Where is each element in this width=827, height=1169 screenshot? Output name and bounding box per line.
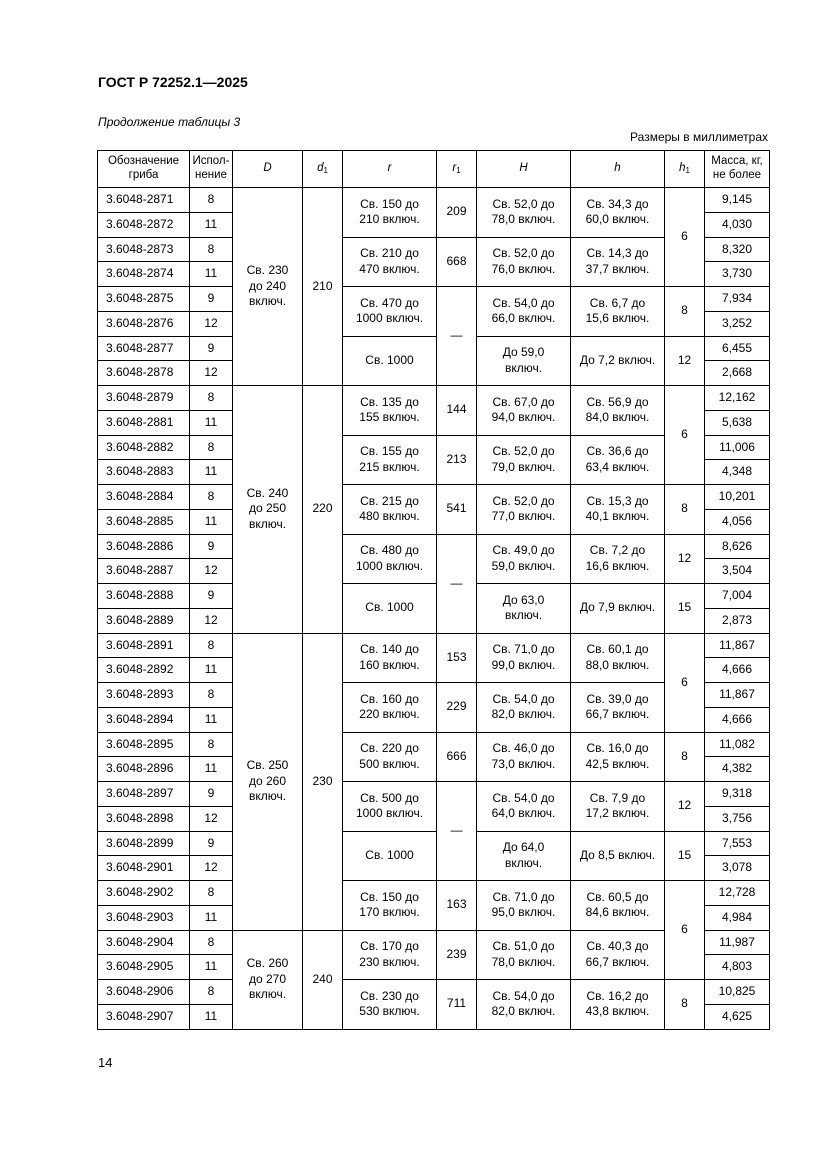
r1-cell: 668	[437, 237, 477, 287]
h-cell: Св. 46,0 до 73,0 включ.	[477, 732, 571, 782]
table-row	[98, 287, 770, 312]
r-cell: Св. 155 до 215 включ.	[343, 435, 437, 485]
r-cell: Св. 470 до 1000 включ.	[343, 287, 437, 337]
mass-cell: 7,004	[705, 584, 770, 609]
mass-cell: 4,666	[705, 707, 770, 732]
r-cell: Св. 170 до 230 включ.	[343, 930, 437, 980]
table-row	[98, 336, 770, 361]
variant-cell: 11	[190, 905, 233, 930]
table-header-row	[98, 151, 770, 188]
h1-cell: 8	[665, 287, 705, 337]
designation-cell: 3.6048-2881	[98, 410, 190, 435]
h-cell: Св. 15,3 до 40,1 включ.	[571, 485, 665, 535]
variant-cell: 11	[190, 509, 233, 534]
designation-cell: 3.6048-2872	[98, 212, 190, 237]
variant-cell: 8	[190, 881, 233, 906]
h-cell: Св. 54,0 до 82,0 включ.	[477, 683, 571, 733]
mass-cell: 2,873	[705, 608, 770, 633]
r1-cell: —	[437, 534, 477, 633]
r1-cell: 229	[437, 683, 477, 733]
mass-cell: 9,145	[705, 188, 770, 213]
designation-cell: 3.6048-2878	[98, 361, 190, 386]
table-row	[98, 881, 770, 906]
variant-cell: 11	[190, 460, 233, 485]
mass-cell: 10,825	[705, 980, 770, 1005]
col-header-h1: $h_1$	[665, 151, 705, 188]
h-cell: Св. 54,0 до 66,0 включ.	[477, 287, 571, 337]
variant-cell: 9	[190, 584, 233, 609]
mass-cell: 7,553	[705, 831, 770, 856]
h-cell: Св. 39,0 до 66,7 включ.	[571, 683, 665, 733]
variant-cell: 8	[190, 386, 233, 411]
col-header-designation: Обозначение гриба	[98, 151, 190, 188]
r-cell: Св. 135 до 155 включ.	[343, 386, 437, 436]
col-header-r: r	[343, 151, 437, 188]
designation-cell: 3.6048-2907	[98, 1004, 190, 1029]
designation-cell: 3.6048-2896	[98, 757, 190, 782]
variant-cell: 8	[190, 930, 233, 955]
col-header-H: H	[477, 151, 571, 188]
variant-cell: 12	[190, 806, 233, 831]
designation-cell: 3.6048-2883	[98, 460, 190, 485]
r-cell: Св. 150 до 210 включ.	[343, 188, 437, 238]
designation-cell: 3.6048-2892	[98, 658, 190, 683]
variant-cell: 12	[190, 856, 233, 881]
designation-cell: 3.6048-2889	[98, 608, 190, 633]
mass-cell: 4,030	[705, 212, 770, 237]
table-row	[98, 782, 770, 807]
r-cell: Св. 210 до 470 включ.	[343, 237, 437, 287]
designation-cell: 3.6048-2886	[98, 534, 190, 559]
col-header-r1: $r_1$	[437, 151, 477, 188]
table-continuation-caption: Продолжение таблицы 3	[98, 115, 241, 129]
designation-cell: 3.6048-2875	[98, 287, 190, 312]
r1-cell: 541	[437, 485, 477, 535]
designation-cell: 3.6048-2873	[98, 237, 190, 262]
mass-cell: 4,984	[705, 905, 770, 930]
table-row	[98, 188, 770, 213]
h-cell: Св. 16,2 до 43,8 включ.	[571, 980, 665, 1030]
r-cell: Св. 500 до 1000 включ.	[343, 782, 437, 832]
h-cell: Св. 56,9 до 84,0 включ.	[571, 386, 665, 436]
mass-cell: 9,318	[705, 782, 770, 807]
d-cell: Св. 250 до 260 включ.	[233, 633, 303, 930]
h-cell: Св. 71,0 до 95,0 включ.	[477, 881, 571, 931]
h1-cell: 15	[665, 584, 705, 634]
mass-cell: 11,987	[705, 930, 770, 955]
designation-cell: 3.6048-2902	[98, 881, 190, 906]
mass-cell: 11,867	[705, 683, 770, 708]
h-cell: До 59,0 включ.	[477, 336, 571, 386]
table-body	[98, 188, 770, 1030]
mass-cell: 6,455	[705, 336, 770, 361]
designation-cell: 3.6048-2901	[98, 856, 190, 881]
mass-cell: 4,666	[705, 658, 770, 683]
designation-cell: 3.6048-2882	[98, 435, 190, 460]
h-cell: До 7,2 включ.	[571, 336, 665, 386]
h-cell: До 8,5 включ.	[571, 831, 665, 881]
d1-cell: 220	[303, 386, 343, 634]
r1-cell: 239	[437, 930, 477, 980]
h1-cell: 12	[665, 782, 705, 832]
table-row	[98, 633, 770, 658]
variant-cell: 8	[190, 633, 233, 658]
r-cell: Св. 140 до 160 включ.	[343, 633, 437, 683]
r-cell: Св. 1000	[343, 336, 437, 386]
h1-cell: 8	[665, 732, 705, 782]
designation-cell: 3.6048-2885	[98, 509, 190, 534]
h-cell: Св. 16,0 до 42,5 включ.	[571, 732, 665, 782]
designation-cell: 3.6048-2884	[98, 485, 190, 510]
r-cell: Св. 1000	[343, 831, 437, 881]
mass-cell: 2,668	[705, 361, 770, 386]
mass-cell: 8,626	[705, 534, 770, 559]
designation-cell: 3.6048-2893	[98, 683, 190, 708]
mass-cell: 3,078	[705, 856, 770, 881]
variant-cell: 12	[190, 608, 233, 633]
table-row	[98, 980, 770, 1005]
r-cell: Св. 150 до 170 включ.	[343, 881, 437, 931]
h-cell: Св. 14,3 до 37,7 включ.	[571, 237, 665, 287]
h1-cell: 6	[665, 386, 705, 485]
mass-cell: 3,504	[705, 559, 770, 584]
variant-cell: 12	[190, 311, 233, 336]
table-row	[98, 534, 770, 559]
h-cell: Св. 60,1 до 88,0 включ.	[571, 633, 665, 683]
h-cell: Св. 54,0 до 82,0 включ.	[477, 980, 571, 1030]
r1-cell: 213	[437, 435, 477, 485]
document-title: ГОСТ Р 72252.1—2025	[98, 74, 248, 90]
variant-cell: 8	[190, 683, 233, 708]
h-cell: Св. 52,0 до 79,0 включ.	[477, 435, 571, 485]
h-cell: Св. 52,0 до 78,0 включ.	[477, 188, 571, 238]
designation-cell: 3.6048-2887	[98, 559, 190, 584]
r1-cell: —	[437, 287, 477, 386]
designation-cell: 3.6048-2876	[98, 311, 190, 336]
h-cell: Св. 6,7 до 15,6 включ.	[571, 287, 665, 337]
h-cell: Св. 71,0 до 99,0 включ.	[477, 633, 571, 683]
mass-cell: 11,006	[705, 435, 770, 460]
variant-cell: 11	[190, 1004, 233, 1029]
d1-cell: 230	[303, 633, 343, 930]
table-row	[98, 485, 770, 510]
h-cell: Св. 34,3 до 60,0 включ.	[571, 188, 665, 238]
r-cell: Св. 230 до 530 включ.	[343, 980, 437, 1030]
r-cell: Св. 220 до 500 включ.	[343, 732, 437, 782]
designation-cell: 3.6048-2874	[98, 262, 190, 287]
table-row	[98, 584, 770, 609]
h-cell: Св. 52,0 до 77,0 включ.	[477, 485, 571, 535]
r1-cell: 144	[437, 386, 477, 436]
col-header-d1: $d_1$	[303, 151, 343, 188]
variant-cell: 11	[190, 658, 233, 683]
mass-cell: 5,638	[705, 410, 770, 435]
h-cell: Св. 54,0 до 64,0 включ.	[477, 782, 571, 832]
variant-cell: 9	[190, 782, 233, 807]
variant-cell: 12	[190, 361, 233, 386]
variant-cell: 8	[190, 732, 233, 757]
variant-cell: 8	[190, 485, 233, 510]
h1-cell: 12	[665, 534, 705, 584]
r-cell: Св. 160 до 220 включ.	[343, 683, 437, 733]
h-cell: До 7,9 включ.	[571, 584, 665, 634]
col-header-variant: Испол- нение	[190, 151, 233, 188]
designation-cell: 3.6048-2899	[98, 831, 190, 856]
mass-cell: 12,728	[705, 881, 770, 906]
r-cell: Св. 215 до 480 включ.	[343, 485, 437, 535]
col-header-mass: Масса, кг, не более	[705, 151, 770, 188]
r1-cell: 666	[437, 732, 477, 782]
mass-cell: 4,803	[705, 955, 770, 980]
col-header-D: D	[233, 151, 303, 188]
variant-cell: 12	[190, 559, 233, 584]
table-row	[98, 732, 770, 757]
variant-cell: 9	[190, 336, 233, 361]
variant-cell: 11	[190, 262, 233, 287]
r-cell: Св. 1000	[343, 584, 437, 634]
designation-cell: 3.6048-2903	[98, 905, 190, 930]
page-number: 14	[98, 1055, 113, 1070]
r1-cell: —	[437, 782, 477, 881]
h1-cell: 6	[665, 633, 705, 732]
h1-cell: 8	[665, 485, 705, 535]
designation-cell: 3.6048-2888	[98, 584, 190, 609]
designation-cell: 3.6048-2906	[98, 980, 190, 1005]
mass-cell: 4,056	[705, 509, 770, 534]
col-header-h: h	[571, 151, 665, 188]
r1-cell: 711	[437, 980, 477, 1030]
designation-cell: 3.6048-2871	[98, 188, 190, 213]
designation-cell: 3.6048-2891	[98, 633, 190, 658]
mass-cell: 11,867	[705, 633, 770, 658]
variant-cell: 11	[190, 212, 233, 237]
d-cell: Св. 240 до 250 включ.	[233, 386, 303, 634]
h-cell: Св. 7,9 до 17,2 включ.	[571, 782, 665, 832]
variant-cell: 8	[190, 435, 233, 460]
h-cell: Св. 52,0 до 76,0 включ.	[477, 237, 571, 287]
designation-cell: 3.6048-2905	[98, 955, 190, 980]
variant-cell: 8	[190, 980, 233, 1005]
variant-cell: 9	[190, 287, 233, 312]
h-cell: Св. 7,2 до 16,6 включ.	[571, 534, 665, 584]
h-cell: Св. 51,0 до 78,0 включ.	[477, 930, 571, 980]
h-cell: До 63,0 включ.	[477, 584, 571, 634]
table-row	[98, 386, 770, 411]
r1-cell: 153	[437, 633, 477, 683]
variant-cell: 11	[190, 955, 233, 980]
r-cell: Св. 480 до 1000 включ.	[343, 534, 437, 584]
r1-cell: 163	[437, 881, 477, 931]
variant-cell: 11	[190, 707, 233, 732]
dimensions-table	[97, 150, 770, 1030]
d-cell: Св. 230 до 240 включ.	[233, 188, 303, 386]
variant-cell: 9	[190, 534, 233, 559]
r1-cell: 209	[437, 188, 477, 238]
designation-cell: 3.6048-2894	[98, 707, 190, 732]
mass-cell: 10,201	[705, 485, 770, 510]
designation-cell: 3.6048-2904	[98, 930, 190, 955]
designation-cell: 3.6048-2897	[98, 782, 190, 807]
h-cell: До 64,0 включ.	[477, 831, 571, 881]
table-row	[98, 831, 770, 856]
d-cell: Св. 260 до 270 включ.	[233, 930, 303, 1029]
designation-cell: 3.6048-2877	[98, 336, 190, 361]
h-cell: Св. 67,0 до 94,0 включ.	[477, 386, 571, 436]
variant-cell: 9	[190, 831, 233, 856]
h1-cell: 15	[665, 831, 705, 881]
mass-cell: 4,625	[705, 1004, 770, 1029]
mass-cell: 7,934	[705, 287, 770, 312]
d1-cell: 240	[303, 930, 343, 1029]
mass-cell: 4,382	[705, 757, 770, 782]
h-cell: Св. 60,5 до 84,6 включ.	[571, 881, 665, 931]
variant-cell: 11	[190, 410, 233, 435]
mass-cell: 3,730	[705, 262, 770, 287]
designation-cell: 3.6048-2895	[98, 732, 190, 757]
h-cell: Св. 40,3 до 66,7 включ.	[571, 930, 665, 980]
h-cell: Св. 36,6 до 63,4 включ.	[571, 435, 665, 485]
d1-cell: 210	[303, 188, 343, 386]
designation-cell: 3.6048-2898	[98, 806, 190, 831]
h1-cell: 6	[665, 188, 705, 287]
mass-cell: 3,756	[705, 806, 770, 831]
mass-cell: 3,252	[705, 311, 770, 336]
h1-cell: 6	[665, 881, 705, 980]
mass-cell: 4,348	[705, 460, 770, 485]
designation-cell: 3.6048-2879	[98, 386, 190, 411]
mass-cell: 8,320	[705, 237, 770, 262]
h1-cell: 12	[665, 336, 705, 386]
units-note: Размеры в миллиметрах	[630, 130, 768, 144]
variant-cell: 8	[190, 237, 233, 262]
variant-cell: 11	[190, 757, 233, 782]
h-cell: Св. 49,0 до 59,0 включ.	[477, 534, 571, 584]
mass-cell: 11,082	[705, 732, 770, 757]
h1-cell: 8	[665, 980, 705, 1030]
mass-cell: 12,162	[705, 386, 770, 411]
variant-cell: 8	[190, 188, 233, 213]
